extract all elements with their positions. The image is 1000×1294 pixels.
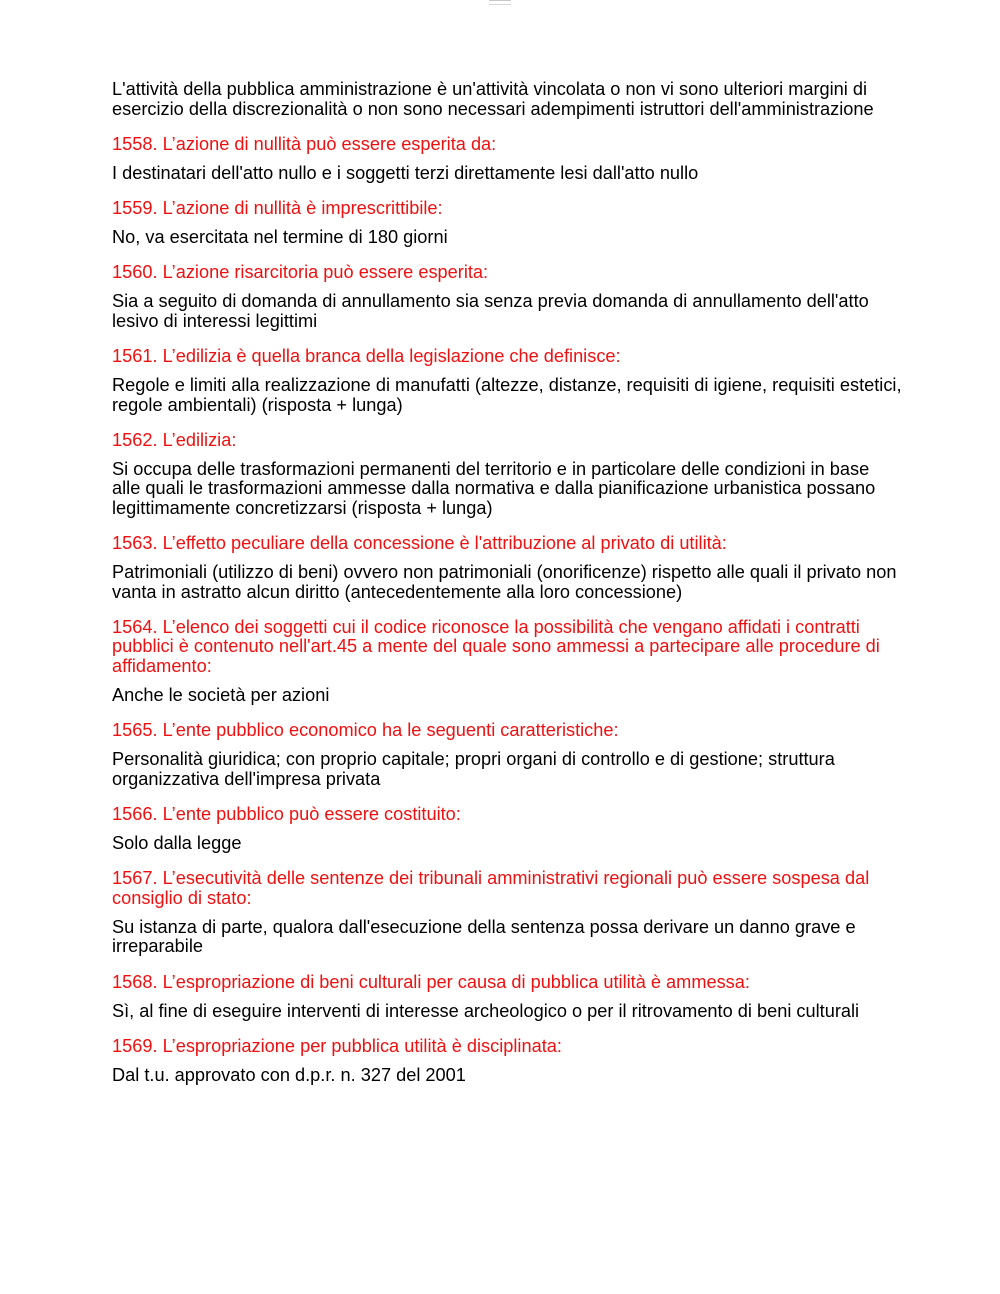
answer-1565: Personalità giuridica; con proprio capitale; propri organi di controllo e di gestione; struttura organizzativa dell'impresa privata xyxy=(112,749,835,789)
answer-1568: Sì, al fine di eseguire interventi di interesse archeologico o per il ritrovamento di beni culturali xyxy=(112,1000,860,1021)
answer-1562: Si occupa delle trasformazioni permanenti del territorio e in particolare delle condizioni in base alle quali le trasformazioni ammesse dalla normativa e dalla pianificazione urbanistica possano legittimamente concretizzarsi (risposta + lunga) xyxy=(112,458,876,518)
qa-list xyxy=(112,80,902,1101)
question-1568: 1568. L’espropriazione di beni culturali per causa di pubblica utilità è ammessa: xyxy=(112,971,750,992)
page-header-mark xyxy=(489,0,511,5)
question-1565: 1565. L’ente pubblico economico ha le seguenti caratteristiche: xyxy=(112,720,619,741)
answer-1567: Su istanza di parte, qualora dall'esecuzione della sentenza possa derivare un danno grave e irreparabile xyxy=(112,916,856,957)
question-1561: 1561. L’edilizia è quella branca della legislazione che definisce: xyxy=(112,345,621,366)
answer-1564: Anche le società per azioni xyxy=(112,685,330,706)
answer-1559: No, va esercitata nel termine di 180 giorni xyxy=(112,226,448,247)
question-1560: 1560. L’azione risarcitoria può essere esperita: xyxy=(112,262,489,283)
question-1559: 1559. L’azione di nullità è imprescrittibile: xyxy=(112,197,443,218)
question-1567: 1567. L’esecutività delle sentenze dei tribunali amministrativi regionali può essere sospesa dal consiglio di stato: xyxy=(112,868,870,908)
answer-1561: Regole e limiti alla realizzazione di manufatti (altezze, distanze, requisiti di igiene, requisiti estetici, regole ambientali) (risposta + lunga) xyxy=(112,374,902,415)
answer-1560: Sia a seguito di domanda di annullamento sia senza previa domanda di annullamento dell'atto lesivo di interessi legittimi xyxy=(112,291,869,331)
intro-answer: L'attività della pubblica amministrazione è un'attività vincolata o non vi sono ulteriori margini di esercizio della discrezionalità o non sono necessari adempimenti istruttori dell'amministrazione xyxy=(112,79,874,119)
question-1566: 1566. L’ente pubblico può essere costituito: xyxy=(112,803,461,824)
question-1563: 1563. L’effetto peculiare della concessione è l'attribuzione al privato di utilità: xyxy=(112,533,727,553)
question-1558: 1558. L’azione di nullità può essere esperita da: xyxy=(112,133,497,154)
question-1564: 1564. L’elenco dei soggetti cui il codice riconosce la possibilità che vengano affidati i contratti pubblici è contenuto nell'art.45 a mente del quale sono ammessi a partecipare alle procedure di affidamento: xyxy=(112,616,880,676)
answer-1566: Solo dalla legge xyxy=(112,833,242,854)
question-1569: 1569. L’espropriazione per pubblica utilità è disciplinata: xyxy=(112,1035,562,1056)
answer-1569: Dal t.u. approvato con d.p.r. n. 327 del 2001 xyxy=(112,1064,466,1085)
question-1562: 1562. L’edilizia: xyxy=(112,429,237,450)
answer-1558: I destinatari dell'atto nullo e i soggetti terzi direttamente lesi dall'atto nullo xyxy=(112,162,699,183)
answer-1563: Patrimoniali (utilizzo di beni) ovvero non patrimoniali (onorificenze) rispetto alle quali il privato non vanta in astratto alcun diritto (antecedentemente alla loro concessione) xyxy=(112,562,897,602)
